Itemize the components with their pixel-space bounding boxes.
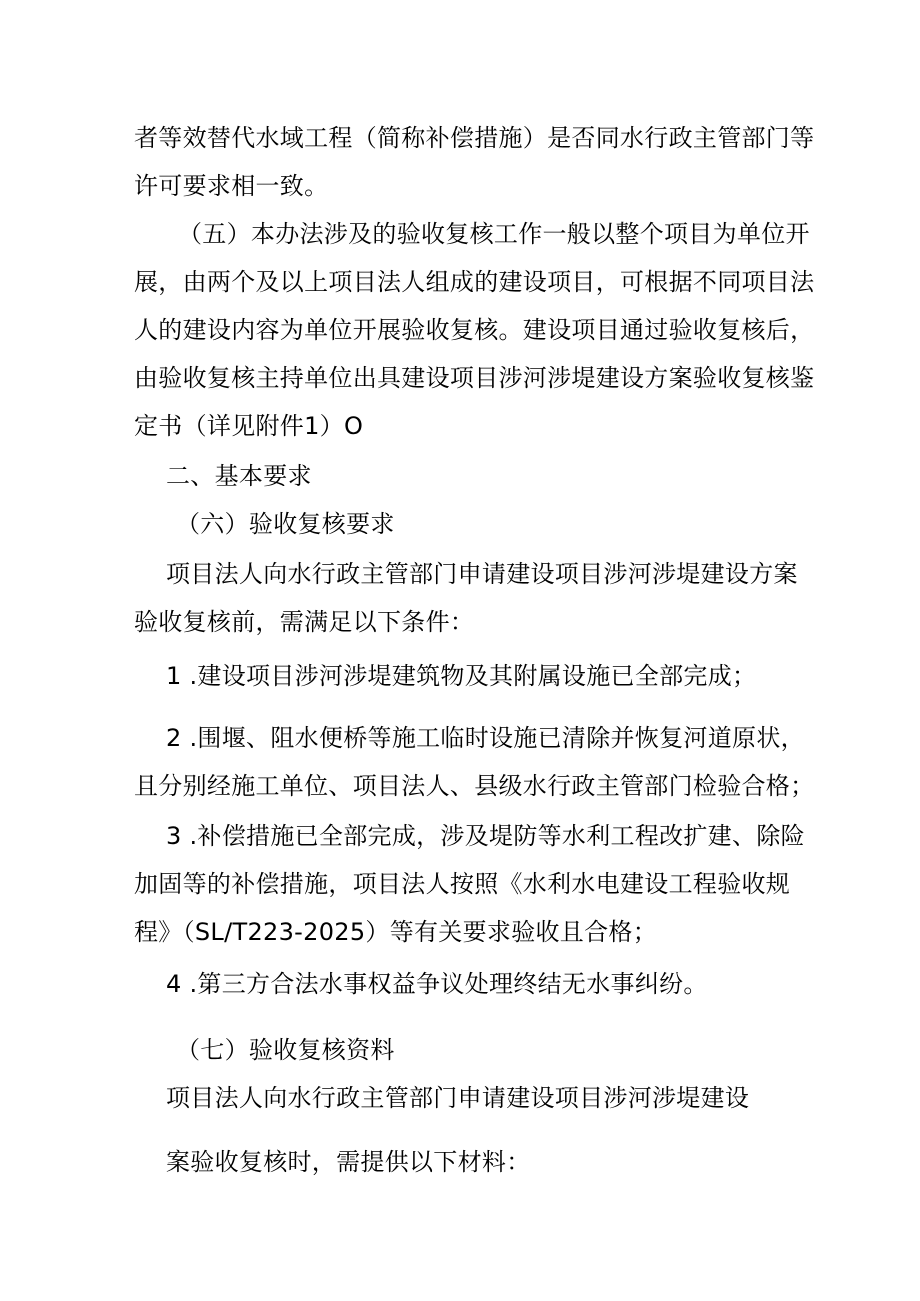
paragraph-line: 验收复核前，需满足以下条件： bbox=[134, 608, 475, 636]
list-item: 1 .建设项目涉河涉堤建筑物及其附属设施已全部完成； bbox=[166, 662, 757, 690]
paragraph-line: 人的建设内容为单位开展验收复核。建设项目通过验收复核后， bbox=[134, 316, 815, 344]
paragraph-line: 者等效替代水域工程（简称补偿措施）是否同水行政主管部门等 bbox=[134, 124, 815, 152]
paragraph-line: 项目法人向水行政主管部门申请建设项目涉河涉堤建设方案 bbox=[166, 560, 798, 588]
list-item: 且分别经施工单位、项目法人、县级水行政主管部门检验合格； bbox=[134, 772, 815, 800]
paragraph-line: 由验收复核主持单位出具建设项目涉河涉堤建设方案验收复核鉴 bbox=[134, 364, 815, 392]
paragraph-line: 展，由两个及以上项目法人组成的建设项目，可根据不同项目法 bbox=[134, 268, 815, 296]
paragraph-line: 许可要求相一致。 bbox=[134, 172, 329, 200]
list-item: 程》（SL/T223-2025）等有关要求验收且合格； bbox=[134, 918, 657, 946]
subsection-heading: （六）验收复核要求 bbox=[176, 510, 395, 538]
subsection-heading: （七）验收复核资料 bbox=[176, 1036, 395, 1064]
section-heading: 二、基本要求 bbox=[166, 462, 312, 490]
paragraph-line: 案验收复核时，需提供以下材料： bbox=[166, 1148, 531, 1176]
paragraph-line: （五）本办法涉及的验收复核工作一般以整个项目为单位开 bbox=[178, 220, 810, 248]
list-item: 4 .第三方合法水事权益争议处理终结无水事纠纷。 bbox=[166, 970, 708, 998]
list-item: 3 .补偿措施已全部完成，涉及堤防等水利工程改扩建、除险 bbox=[166, 822, 805, 850]
list-item: 2 .围堰、阻水便桥等施工临时设施已清除并恢复河道原状， bbox=[166, 724, 805, 752]
paragraph-line: 定书（详见附件1）O bbox=[134, 412, 364, 440]
list-item: 加固等的补偿措施，项目法人按照《水利水电建设工程验收规 bbox=[134, 870, 791, 898]
paragraph-line: 项目法人向水行政主管部门申请建设项目涉河涉堤建设 bbox=[166, 1084, 750, 1112]
